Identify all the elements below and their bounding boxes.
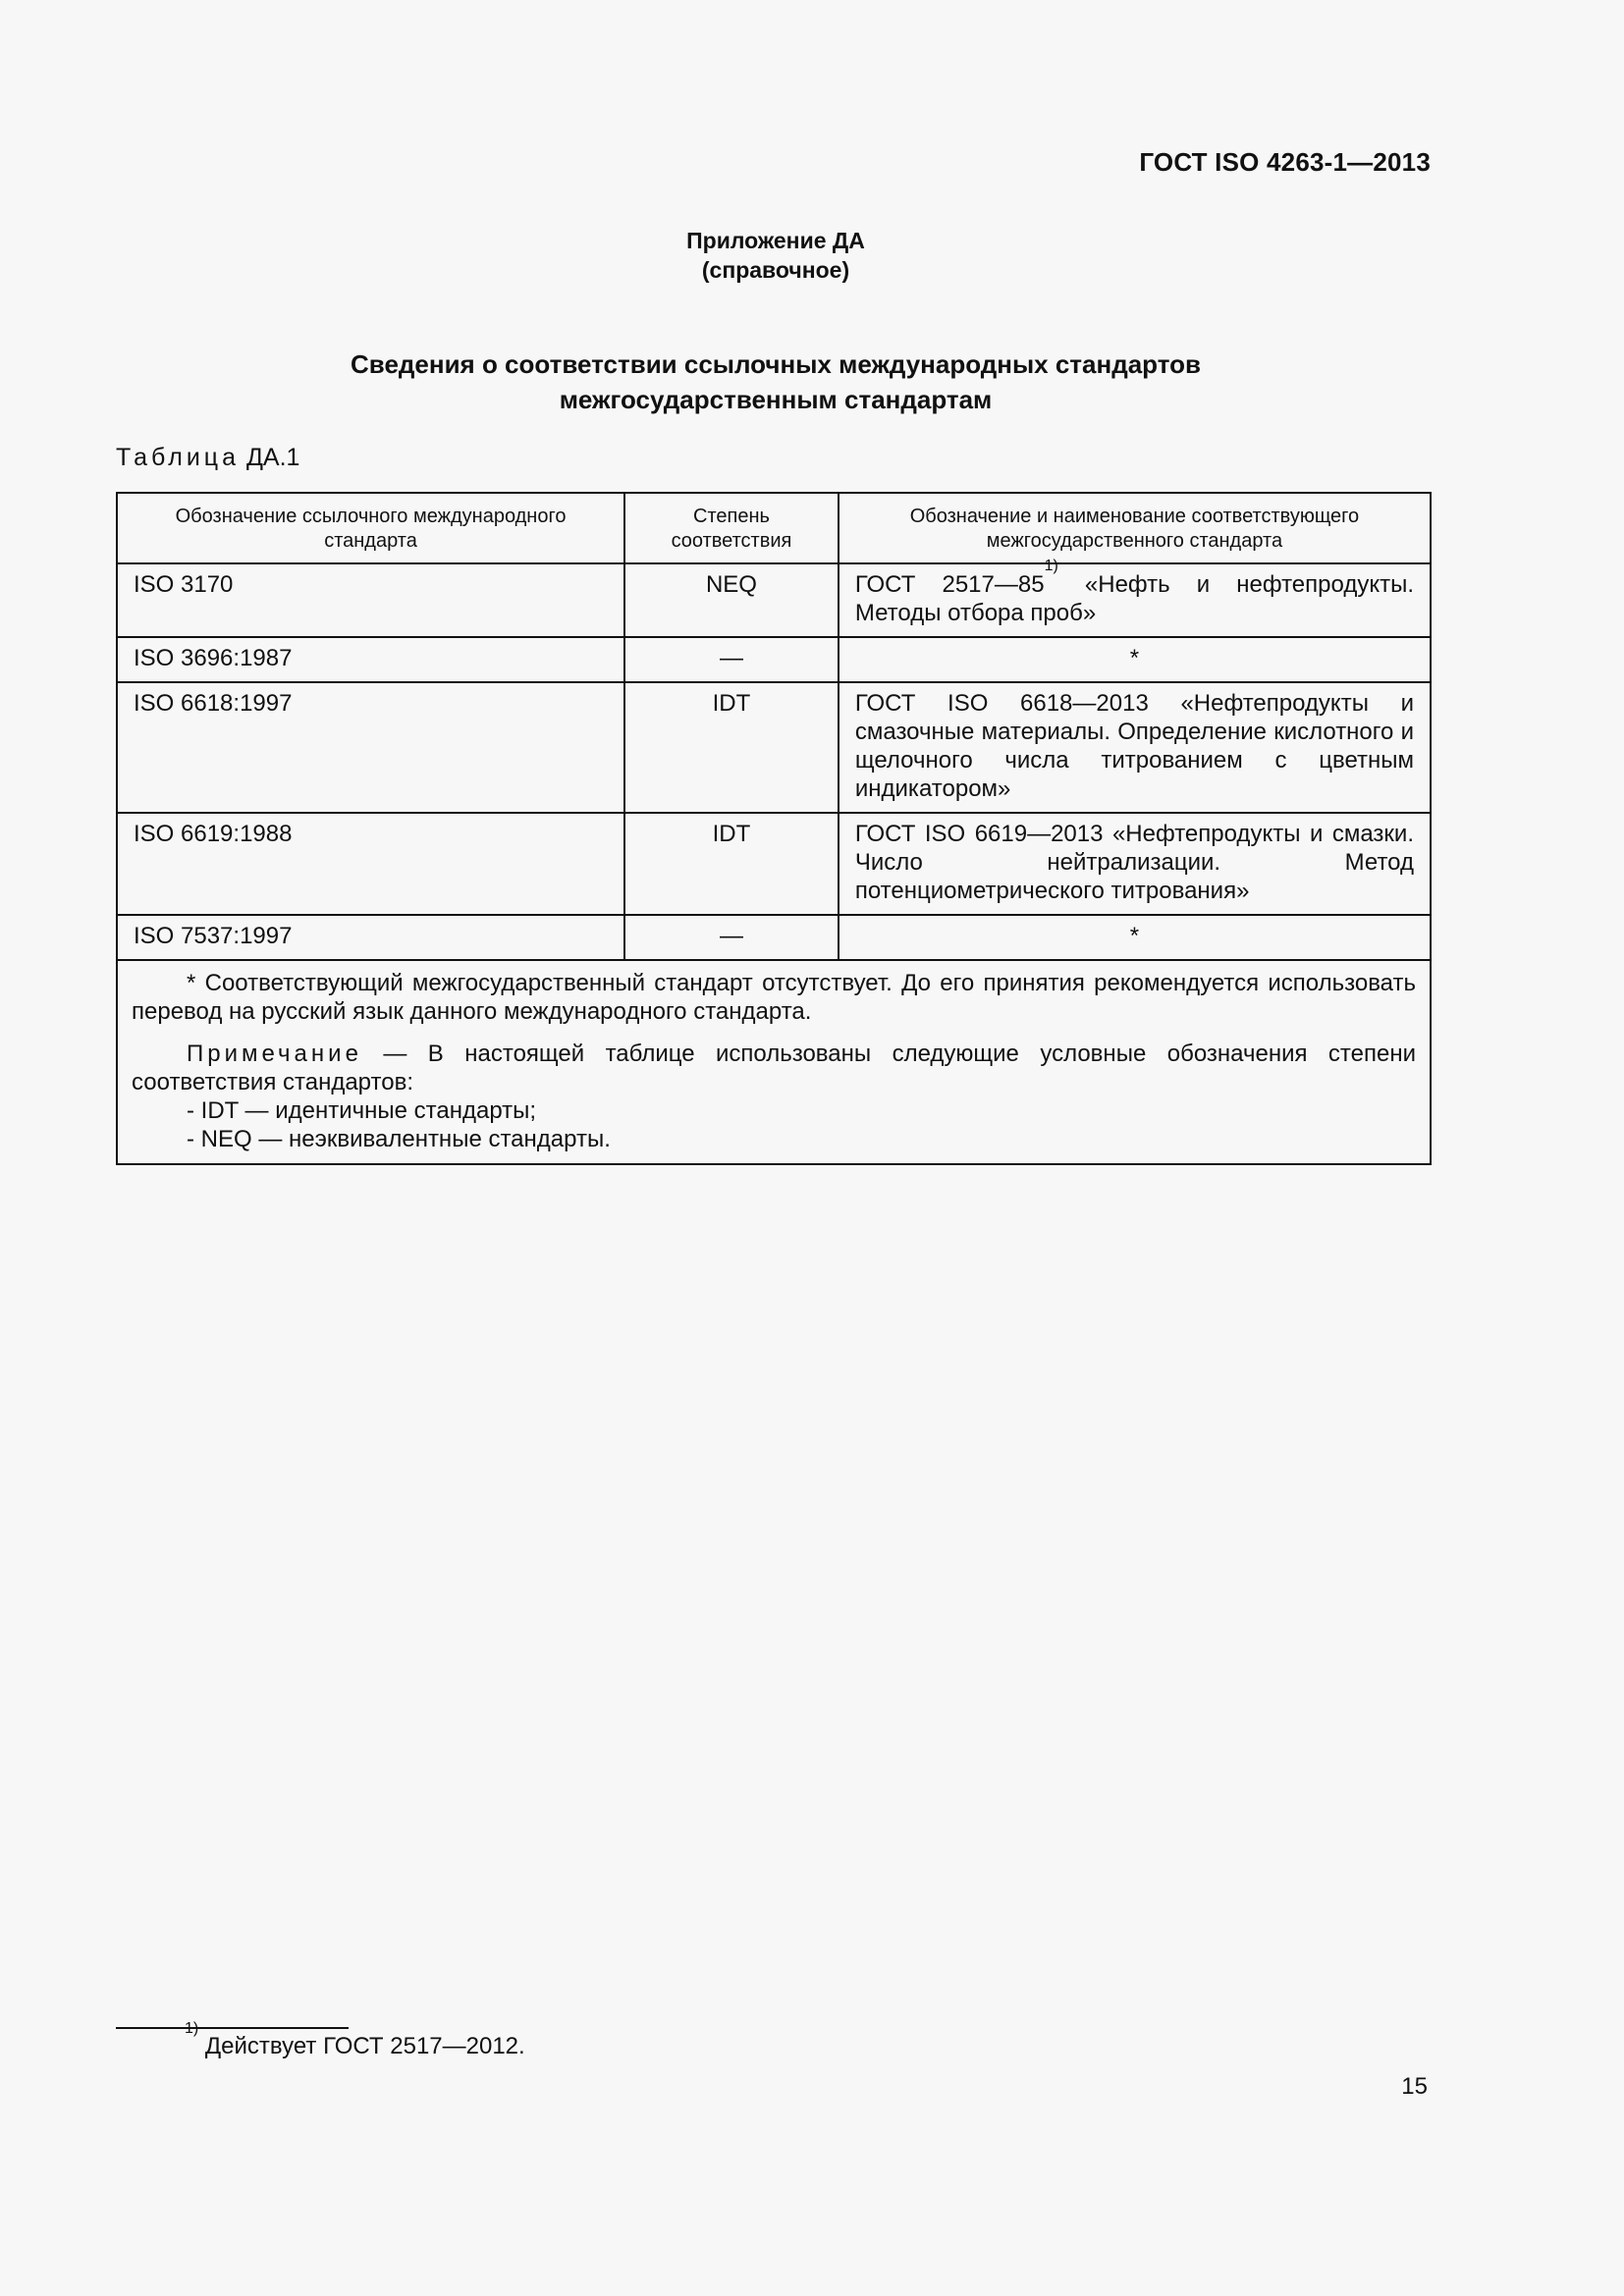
table-header-row [117,493,1431,563]
cell-degree: IDT [624,813,839,915]
table-row [117,682,1431,813]
cell-intl: ISO 3696:1987 [117,637,624,682]
section-title-line2: межгосударственным стандартам [559,385,993,414]
footnote-rule [116,2027,349,2029]
note-item-idt: - IDT — идентичные стандарты; [187,1097,537,1124]
note-item-neq: - NEQ — неэквивалентные стандарты. [187,1126,611,1152]
header-degree: Степень соответствия [624,493,839,563]
header-interstate-standard: Обозначение и наименование соответствующего межгосударственного стандарта [839,493,1431,563]
correspondence-table [116,492,1432,1165]
table-row [117,915,1431,960]
footnote [185,2020,525,2060]
gost-designation: ГОСТ 2517—85 [854,571,1045,598]
annex-heading [0,226,1551,285]
cell-degree: IDT [624,682,839,813]
header-intl-standard: Обозначение ссылочного международного стандарта [117,493,624,563]
footnote-text: Действует ГОСТ 2517—2012. [198,2033,525,2059]
cell-gost: * [839,915,1431,960]
note-paragraph [132,1040,1416,1096]
table-caption-prefix: Таблица [116,444,241,471]
table-caption [116,444,299,472]
cell-gost: ГОСТ ISO 6619—2013 «Нефтепродукты и смазки. Число нейтрализации. Метод потенциометрического титрования» [839,813,1431,915]
note-label: Примечание [187,1041,362,1067]
table-notes [117,960,1431,1164]
document-code: ГОСТ ISO 4263-1—2013 [1139,147,1431,177]
annex-title: Приложение ДА [686,228,865,253]
table-caption-id: ДА.1 [245,444,300,471]
table-row [117,563,1431,637]
footnote-marker: 1) [185,2020,199,2037]
cell-gost: * [839,637,1431,682]
table-row [117,813,1431,915]
cell-intl: ISO 7537:1997 [117,915,624,960]
annex-subtitle: (справочное) [701,257,850,283]
section-title-line1: Сведения о соответствии ссылочных международных стандартов [351,349,1201,379]
cell-gost [839,558,1431,637]
footnote-reference: 1) [1044,558,1058,574]
table-notes-row [117,960,1431,1164]
gost-title: «Нефть и нефтепродукты. Методы отбора проб» [854,571,1414,626]
cell-gost: ГОСТ ISO 6618—2013 «Нефтепродукты и смазочные материалы. Определение кислотного и щелочного числа титрованием с цветным индикатором» [839,682,1431,813]
asterisk-note: * Соответствующий межгосударственный стандарт отсутствует. До его принятия рекомендуется использовать перевод на русский язык данного международного стандарта. [132,970,1416,1025]
table-row [117,637,1431,682]
page-number: 15 [1401,2073,1428,2100]
note-text: — В настоящей таблице использованы следующие условные обозначения степени соответствия стандартов: [132,1041,1416,1095]
section-title [0,347,1551,417]
cell-degree: — [624,637,839,682]
cell-intl: ISO 6618:1997 [117,682,624,813]
cell-intl: ISO 3170 [117,563,624,637]
cell-intl: ISO 6619:1988 [117,813,624,915]
cell-degree: NEQ [624,563,839,637]
cell-degree: — [624,915,839,960]
